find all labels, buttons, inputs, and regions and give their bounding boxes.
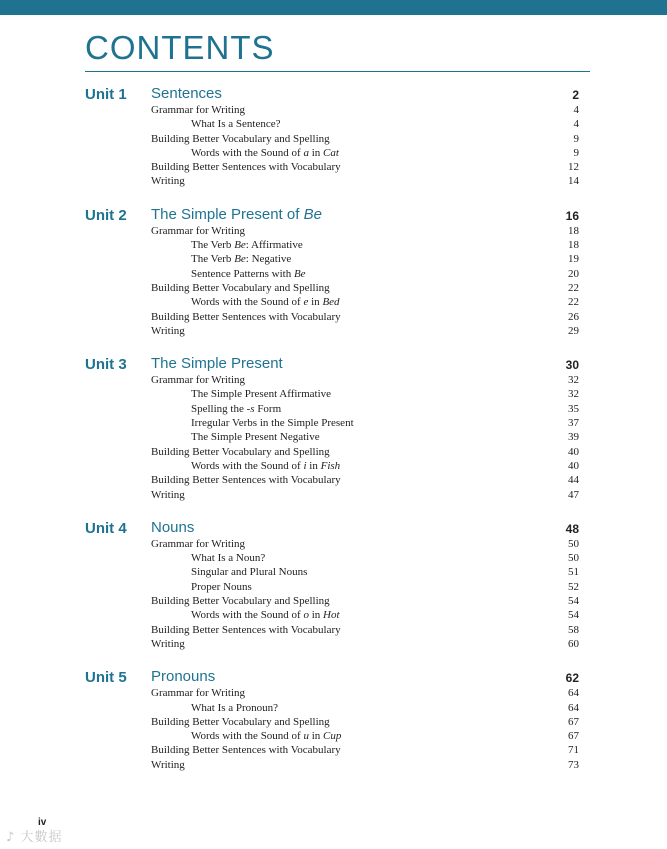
toc-subsection-entry[interactable] [191,146,579,160]
entry-title[interactable] [191,388,331,400]
entry-title[interactable] [191,253,291,265]
toc-section-entry[interactable] [151,488,579,502]
entry-page-number: 51 [568,566,579,579]
unit-section [85,668,579,772]
toc-section-entry[interactable] [151,594,579,608]
unit-title[interactable]: Nouns [151,518,195,536]
entry-title-part[interactable]: Building Better Vocabulary and Spelling [151,132,330,145]
entry-page-number: 19 [568,253,579,266]
entry-title-part[interactable]: Singular and Plural Nouns [191,566,308,579]
entry-title[interactable] [151,311,341,323]
entry-title-part[interactable]: : Negative [245,253,292,266]
entry-title-italic-part[interactable]: Hot [323,609,340,622]
entry-title[interactable] [191,730,341,742]
entry-title-part[interactable]: Words with the Sound of [191,146,304,159]
entry-title-part[interactable]: in [308,296,323,309]
entry-title-part[interactable]: What Is a Pronoun? [191,701,279,714]
entry-title[interactable] [191,417,354,429]
entry-title[interactable] [191,118,280,130]
entry-page-number: 9 [573,146,579,159]
entry-title[interactable] [191,431,320,443]
entry-title-part[interactable]: Building Better Sentences with Vocabulary [151,474,341,487]
entry-title[interactable] [191,609,340,621]
entry-title-italic-part[interactable]: -s [246,402,255,415]
toc-subsection-entry[interactable] [191,117,579,131]
entry-title-part[interactable]: Grammar for Writing [151,224,246,237]
entry-title-italic-part[interactable]: Cup [323,730,342,743]
entry-title-italic-part[interactable]: Cat [323,146,339,159]
watermark-logo-icon: ♪ [6,830,16,845]
entry-page-number: 4 [573,104,579,116]
entry-title-part[interactable]: The Simple Present Affirmative [191,388,332,401]
unit-title[interactable]: The Simple Present [151,355,283,373]
entry-title-part[interactable]: in [306,459,321,472]
unit-section [85,85,579,189]
toc-subsection-entry[interactable] [191,387,579,401]
entry-title[interactable] [191,296,340,308]
toc-section-entry[interactable] [151,224,579,238]
entry-title[interactable] [151,687,245,699]
entry-title-italic-part[interactable]: Be [234,239,246,252]
toc-subsection-entry[interactable] [191,580,579,594]
entry-page-number: 40 [568,459,579,472]
entry-title-part[interactable]: Grammar for Writing [151,537,246,550]
entry-title-part[interactable]: Building Better Sentences with Vocabulary [151,161,341,174]
unit-page-number: 30 [565,358,579,373]
entry-page-number: 37 [568,417,579,430]
entry-title-part[interactable]: The Simple Present Negative [191,431,320,444]
entry-title-italic-part[interactable]: Fish [320,459,341,472]
entry-title[interactable] [151,282,330,294]
entry-page-number: 9 [573,132,579,145]
toc-subsection-entry[interactable] [191,416,579,430]
entry-page-number: 58 [568,623,579,636]
entry-title-part[interactable]: Form [254,402,282,415]
toc-section-entry[interactable] [151,637,579,651]
entry-page-number: 50 [568,552,579,565]
unit-label: Unit 4 [85,519,127,537]
entry-title-part[interactable]: Grammar for Writing [151,374,246,387]
entry-page-number: 26 [568,310,579,323]
entry-page-number: 54 [568,595,579,608]
unit-title[interactable]: The Simple Present of [151,205,304,223]
entry-title-part[interactable]: Building Better Vocabulary and Spelling [151,715,330,728]
entry-page-number: 64 [568,687,579,700]
entry-page-number: 73 [568,758,579,771]
entry-title-part[interactable]: Grammar for Writing [151,687,246,700]
entry-title[interactable] [191,268,306,280]
entry-title[interactable] [151,446,330,458]
unit-label: Unit 5 [85,669,127,687]
entry-title-part[interactable]: The Verb [191,253,235,266]
toc-section-entry[interactable] [151,537,579,551]
entry-page-number: 71 [568,744,579,757]
entry-title-part[interactable]: Writing [151,637,185,650]
entry-title-part[interactable]: The Verb [191,239,235,252]
toc-subsection-entry[interactable] [191,402,579,416]
entry-page-number: 14 [568,175,579,188]
entry-title-part[interactable]: Building Better Vocabulary and Spelling [151,281,330,294]
toc-subsection-entry[interactable] [191,565,579,579]
entry-title-part[interactable]: Building Better Vocabulary and Spelling [151,595,330,608]
entry-title-part[interactable]: Words with the Sound of [191,609,304,622]
unit-page-number: 16 [565,208,579,223]
entry-title[interactable] [191,581,252,593]
toc-section-entry[interactable] [151,281,579,295]
entry-title-italic-part[interactable]: a [303,146,309,159]
toc-section-entry[interactable] [151,103,579,117]
entry-title[interactable] [151,225,245,237]
unit-title-italic[interactable]: Be [303,205,322,223]
entry-title-part[interactable]: Writing [151,324,185,337]
unit-title[interactable]: Sentences [151,85,222,102]
entry-title-part[interactable]: in [308,146,324,159]
unit-heading[interactable] [151,206,579,224]
toc-subsection-entry[interactable] [191,430,579,444]
entry-title-italic-part[interactable]: Be [293,267,306,280]
entry-title-part[interactable]: Writing [151,175,185,188]
toc-subsection-entry[interactable] [191,701,579,715]
entry-page-number: 60 [568,637,579,650]
entry-title-part[interactable]: Sentence Patterns with [191,267,294,280]
entry-page-number: 67 [568,730,579,743]
entry-title[interactable] [191,147,339,159]
entry-page-number: 54 [568,609,579,622]
toc-section-entry[interactable] [151,623,579,637]
unit-heading[interactable] [151,519,579,537]
entry-page-number: 39 [568,431,579,444]
toc-subsection-entry[interactable] [191,608,579,622]
entry-page-number: 18 [568,239,579,252]
entry-title-italic-part[interactable]: o [303,609,309,622]
entry-page-number: 52 [568,580,579,593]
entry-title[interactable] [151,161,341,173]
entry-title-part[interactable]: : Affirmative [245,239,303,252]
entry-title-part[interactable]: Words with the Sound of [191,459,304,472]
entry-title[interactable] [191,460,340,472]
toc-section-entry[interactable] [151,132,579,146]
entry-title-part[interactable]: Irregular Verbs in the Simple Present [191,417,354,430]
unit-page-number: 2 [572,88,579,102]
entry-title[interactable] [191,552,265,564]
toc-subsection-entry[interactable] [191,459,579,473]
entry-title[interactable] [151,759,185,771]
toc-section-entry[interactable] [151,686,579,700]
entry-page-number: 67 [568,715,579,728]
toc-section-entry[interactable] [151,445,579,459]
entry-title[interactable] [151,716,330,728]
entry-page-number: 18 [568,224,579,237]
entry-page-number: 64 [568,701,579,714]
entry-title[interactable] [151,595,330,607]
entry-title-italic-part[interactable]: Bed [322,296,340,309]
entry-title[interactable] [151,104,245,116]
entry-page-number: 44 [568,474,579,487]
entry-title-part[interactable]: Building Better Vocabulary and Spelling [151,445,330,458]
entry-title-part[interactable]: in [308,609,324,622]
unit-label: Unit 3 [85,356,127,374]
entry-title-part[interactable]: Writing [151,488,185,501]
toc-section-entry[interactable] [151,174,579,188]
entry-title-italic-part[interactable]: e [303,296,309,309]
unit-page-number: 62 [565,671,579,686]
entry-title[interactable] [151,474,341,486]
entry-title-part[interactable]: Building Better Sentences with Vocabulary [151,310,341,323]
toc-section-entry[interactable] [151,160,579,174]
entry-title-part[interactable]: in [308,730,324,743]
unit-heading[interactable] [151,85,579,103]
toc-section-entry[interactable] [151,715,579,729]
entry-title[interactable] [191,239,303,251]
unit-section [85,355,579,502]
entry-title[interactable] [151,538,245,550]
entry-title-italic-part[interactable]: u [303,730,309,743]
entry-page-number: 22 [568,296,579,309]
entry-title[interactable] [151,489,185,501]
toc-subsection-entry[interactable] [191,295,579,309]
entry-title[interactable] [151,744,341,756]
toc-section-entry[interactable] [151,473,579,487]
entry-title[interactable] [191,566,307,578]
top-color-bar [0,0,667,15]
contents-list [85,85,579,789]
entry-title-part[interactable]: What Is a Noun? [191,552,266,565]
entry-title-part[interactable]: Building Better Sentences with Vocabulary [151,623,341,636]
toc-subsection-entry[interactable] [191,238,579,252]
unit-section [85,206,579,338]
entry-page-number: 35 [568,402,579,415]
entry-title-part[interactable]: Proper Nouns [191,580,252,593]
watermark-logo [6,826,62,845]
entry-title[interactable] [191,403,281,415]
toc-section-entry[interactable] [151,758,579,772]
unit-section [85,519,579,651]
entry-title-part[interactable]: Writing [151,758,185,771]
page-number: iv [38,817,47,828]
entry-title-part[interactable]: Words with the Sound of [191,730,304,743]
toc-subsection-entry[interactable] [191,267,579,281]
entry-page-number: 29 [568,324,579,337]
entry-page-number: 50 [568,537,579,550]
toc-subsection-entry[interactable] [191,551,579,565]
entry-title[interactable] [151,133,330,145]
unit-title[interactable]: Pronouns [151,668,216,686]
entry-title[interactable] [151,374,245,386]
entry-page-number: 22 [568,281,579,294]
entry-page-number: 32 [568,388,579,401]
entry-title-italic-part[interactable]: i [303,459,307,472]
unit-heading[interactable] [151,355,579,373]
toc-section-entry[interactable] [151,743,579,757]
entry-title[interactable] [151,638,185,650]
title-divider [85,71,590,72]
entry-page-number: 12 [568,161,579,174]
entry-title-part[interactable]: Building Better Sentences with Vocabulary [151,744,341,757]
entry-title-part[interactable]: Grammar for Writing [151,104,246,116]
toc-section-entry[interactable] [151,310,579,324]
entry-page-number: 20 [568,267,579,280]
entry-title[interactable] [151,624,341,636]
unit-page-number: 48 [565,521,579,536]
entry-page-number: 47 [568,488,579,501]
watermark-text: 大數据 [20,830,63,845]
entry-title[interactable] [151,175,185,187]
entry-page-number: 32 [568,374,579,387]
entry-title-italic-part[interactable]: Be [234,253,246,266]
toc-subsection-entry[interactable] [191,252,579,266]
entry-title-part[interactable]: Spelling the [191,402,247,415]
entry-title[interactable] [191,702,278,714]
toc-subsection-entry[interactable] [191,729,579,743]
entry-title-part[interactable]: Words with the Sound of [191,296,304,309]
toc-section-entry[interactable] [151,324,579,338]
entry-title-part[interactable]: What Is a Sentence? [191,118,281,131]
unit-label: Unit 1 [85,86,127,103]
page-title: CONTENTS [85,29,275,66]
toc-section-entry[interactable] [151,373,579,387]
unit-heading[interactable] [151,668,579,686]
entry-title[interactable] [151,325,185,337]
unit-label: Unit 2 [85,206,127,224]
entry-page-number: 4 [573,118,579,131]
entry-page-number: 40 [568,445,579,458]
